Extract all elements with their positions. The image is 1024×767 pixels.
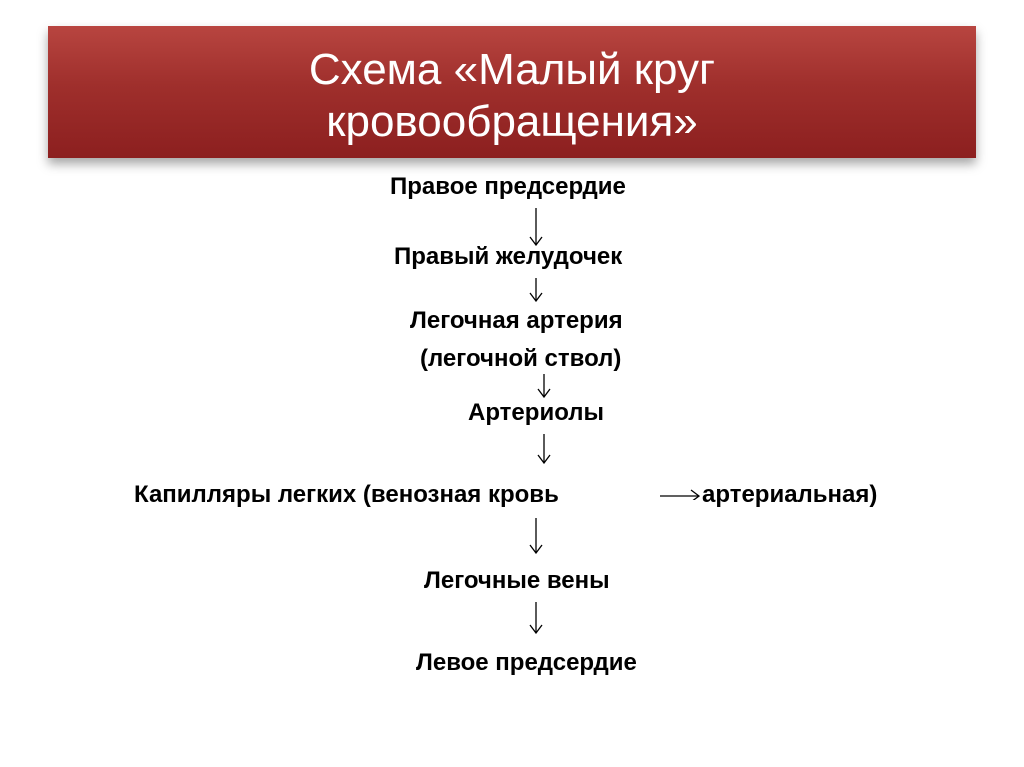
node-arterioles: Артериолы xyxy=(468,399,604,426)
arrow-right-icon xyxy=(660,486,700,500)
arrow-down-icon xyxy=(537,434,551,464)
title-banner xyxy=(48,26,976,158)
node-pulmonary-artery: Легочная артерия xyxy=(410,307,623,334)
slide-title: Схема «Малый круг кровообращения» xyxy=(308,45,716,146)
node-pulmonary-trunk: (легочной ствол) xyxy=(420,345,622,372)
node-pulmonary-veins: Легочные вены xyxy=(424,567,610,594)
arrow-down-icon xyxy=(529,518,543,554)
node-left-atrium: Левое предсердие xyxy=(416,649,637,676)
arrow-down-icon xyxy=(529,208,543,246)
arrow-down-icon xyxy=(529,278,543,302)
node-capillaries: Капилляры легких (венозная кровь xyxy=(134,481,559,508)
node-arterial-blood: артериальная) xyxy=(702,481,878,508)
node-right-atrium: Правое предсердие xyxy=(390,173,626,200)
arrow-down-icon xyxy=(529,602,543,634)
node-right-ventricle: Правый желудочек xyxy=(394,243,623,270)
arrow-down-icon xyxy=(537,374,551,398)
